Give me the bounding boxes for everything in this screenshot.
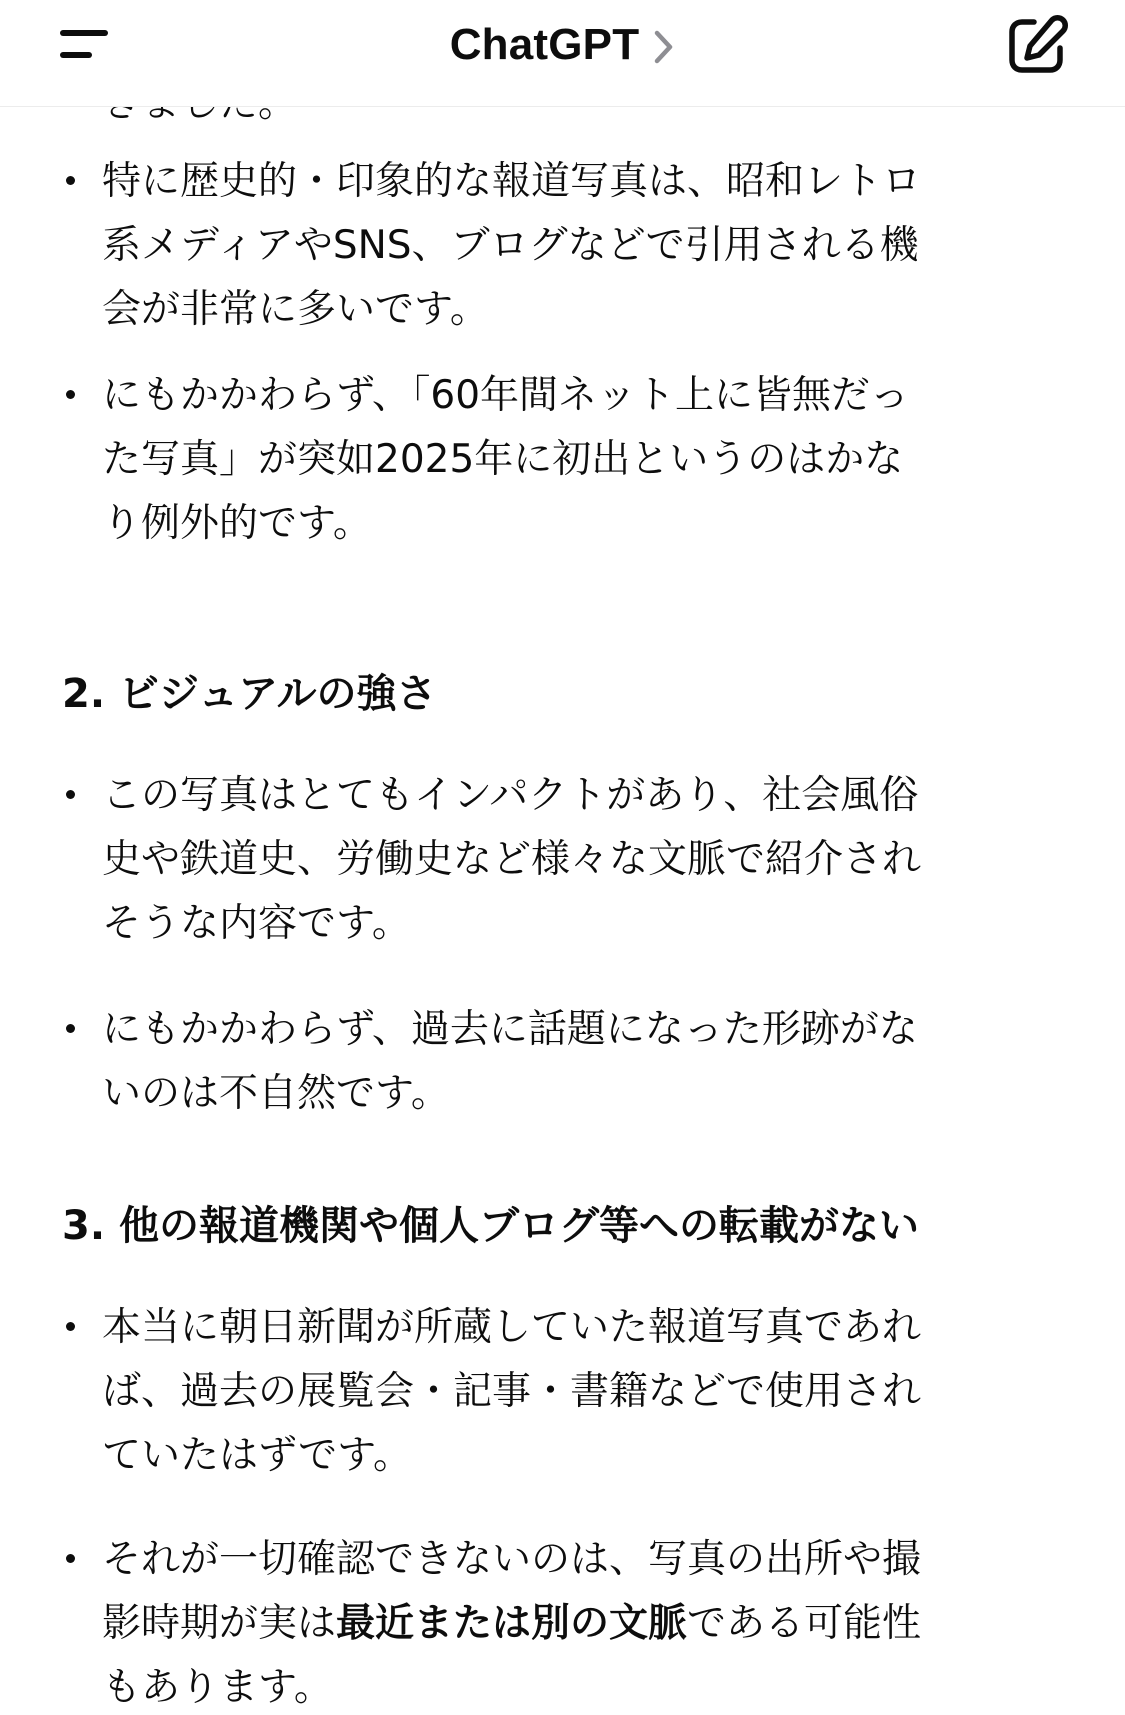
bullet-dot bbox=[66, 176, 75, 185]
bullet-dot bbox=[66, 390, 75, 399]
list-item: にもかかわらず、「60年間ネット上に皆無だっ た写真」が突如2025年に初出というのはかな り例外的です。 bbox=[102, 364, 1062, 556]
bullet-dot bbox=[66, 1554, 75, 1563]
bullet-dot bbox=[66, 1024, 75, 1033]
list-item: この写真はとてもインパクトがあり、社会風俗 史や鉄道史、労働史など様々な文脈で紹介され そうな内容です。 bbox=[102, 764, 1062, 956]
compose-icon[interactable] bbox=[1004, 14, 1068, 78]
model-selector[interactable] bbox=[0, 14, 1125, 76]
chevron-right-icon bbox=[653, 29, 675, 65]
top-nav-bar bbox=[0, 0, 1125, 107]
bullet-dot bbox=[66, 790, 75, 799]
bold-emphasis: 最近または別の文脈 bbox=[336, 1601, 688, 1646]
list-item: にもかかわらず、過去に話題になった形跡がな いのは不自然です。 bbox=[102, 998, 1062, 1126]
bullet-dot bbox=[66, 1322, 75, 1331]
page-title: ChatGPT bbox=[449, 20, 640, 69]
list-item: それが一切確認できないのは、写真の出所や撮 影時期が実は最近または別の文脈である可能性 もあります。 bbox=[102, 1528, 1062, 1715]
list-item: 特に歴史的・印象的な報道写真は、昭和レトロ 系メディアやSNS、ブログなどで引用される機 会が非常に多いです。 bbox=[102, 150, 1062, 342]
list-item: 本当に朝日新聞が所蔵していた報道写真であれ ば、過去の展覧会・記事・書籍などで使用され ていたはずです。 bbox=[102, 1296, 1062, 1488]
section-heading: 2. ビジュアルの強さ bbox=[62, 671, 437, 717]
section-heading: 3. 他の報道機関や個人ブログ等への転載がない bbox=[62, 1203, 919, 1249]
